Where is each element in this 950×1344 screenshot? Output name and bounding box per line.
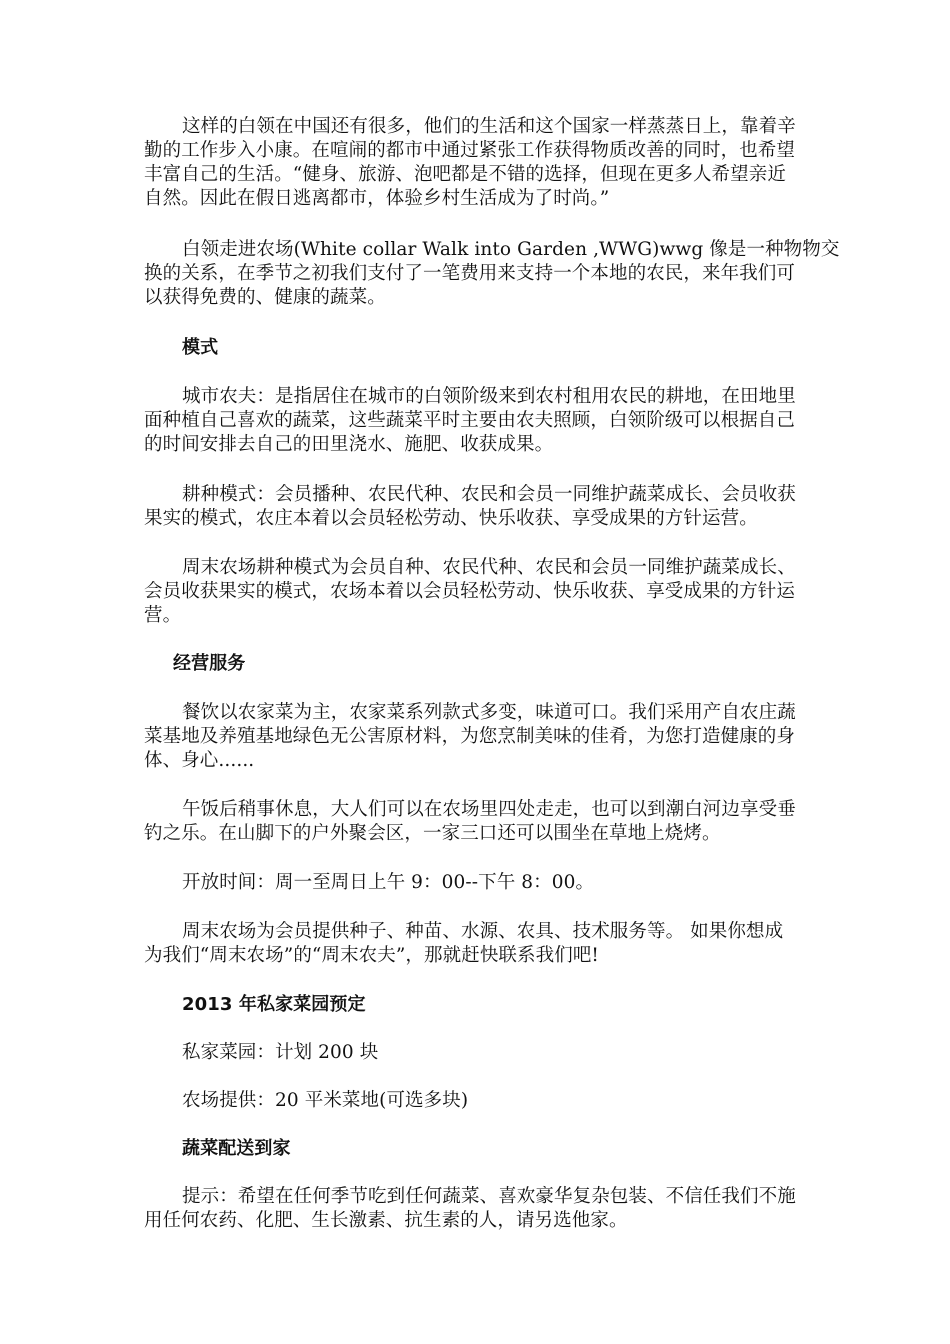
- heading-mode: 模式: [182, 337, 219, 358]
- opening-hours: 开放时间：周一至周日上午 9：00--下午 8：00。: [182, 872, 595, 893]
- text-line: 钓之乐。在山脚下的户外聚会区，一家三口还可以围坐在草地上烧烤。: [144, 823, 721, 844]
- plot-offer: 农场提供：20 平米菜地(可选多块): [182, 1090, 469, 1111]
- text-line: 为我们“周末农场”的“周末农夫”，那就赶快联系我们吧!: [144, 945, 599, 966]
- text-line: 果实的模式，农庄本着以会员轻松劳动、快乐收获、享受成果的方针运营。: [144, 508, 758, 529]
- text-line: 丰富自己的生活。“健身、旅游、泡吧都是不错的选择，但现在更多人希望亲近: [144, 164, 786, 185]
- text-line: 城市农夫：是指居住在城市的白领阶级来到农村租用农民的耕地，在田地里: [182, 386, 796, 407]
- text-line: 的时间安排去自己的田里浇水、施肥、收获成果。: [144, 434, 554, 455]
- text-line: 这样的白领在中国还有很多，他们的生活和这个国家一样蒸蒸日上，靠着辛: [182, 116, 796, 137]
- heading-service: 经营服务: [173, 653, 246, 674]
- text-line: 耕种模式：会员播种、农民代种、农民和会员一同维护蔬菜成长、会员收获: [182, 484, 796, 505]
- text-line: 营。: [144, 605, 182, 626]
- text-line: 换的关系，在季节之初我们支付了一笔费用来支持一个本地的农民，来年我们可: [144, 263, 796, 284]
- text-line: 周末农场耕种模式为会员自种、农民代种、农民和会员一同维护蔬菜成长、: [182, 557, 796, 578]
- text-line: 会员收获果实的模式，农场本着以会员轻松劳动、快乐收获、享受成果的方针运: [144, 581, 796, 602]
- text-line: 面种植自己喜欢的蔬菜，这些蔬菜平时主要由农夫照顾，白领阶级可以根据自己: [144, 410, 796, 431]
- text-line: 午饭后稍事休息，大人们可以在农场里四处走走，也可以到潮白河边享受垂: [182, 799, 796, 820]
- text-line: 白领走进农场(White collar Walk into Garden ,WWG)wwg 像是一种物物交: [182, 239, 840, 260]
- text-line: 餐饮以农家菜为主，农家菜系列款式多变，味道可口。我们采用产自农庄蔬: [182, 702, 796, 723]
- text-line: 提示：希望在任何季节吃到任何蔬菜、喜欢豪华复杂包装、不信任我们不施: [182, 1186, 796, 1207]
- text-line: 体、身心......: [144, 750, 255, 771]
- heading-delivery: 蔬菜配送到家: [182, 1138, 291, 1159]
- text-line: 周末农场为会员提供种子、种苗、水源、农具、技术服务等。 如果你想成: [182, 921, 784, 942]
- text-line: 以获得免费的、健康的蔬菜。: [144, 287, 386, 308]
- plot-plan: 私家菜园：计划 200 块: [182, 1042, 379, 1063]
- text-line: 自然。因此在假日逃离都市，体验乡村生活成为了时尚。”: [144, 188, 610, 209]
- heading-booking: 2013 年私家菜园预定: [182, 994, 366, 1015]
- text-line: 用任何农药、化肥、生长激素、抗生素的人，请另选他家。: [144, 1210, 628, 1231]
- text-line: 菜基地及养殖基地绿色无公害原材料，为您烹制美味的佳肴，为您打造健康的身: [144, 726, 796, 747]
- text-line: 勤的工作步入小康。在喧闹的都市中通过紧张工作获得物质改善的同时，也希望: [144, 140, 796, 161]
